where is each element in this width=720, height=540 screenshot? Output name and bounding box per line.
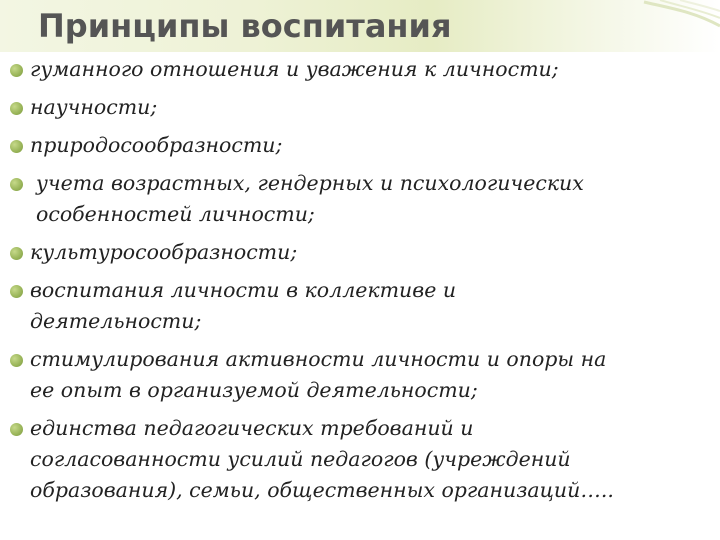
- list-item-text: [30, 130, 710, 161]
- list-item-line: ее опыт в организуемой деятельности;: [30, 378, 478, 402]
- bullet-icon: [10, 247, 23, 260]
- list-item-line: учета возрастных, гендерных и психологических: [36, 171, 584, 195]
- list-item-line: стимулирования активности личности и опоры на: [30, 347, 607, 371]
- list-item: [0, 413, 720, 506]
- list-item-line: природосообразности;: [30, 133, 283, 157]
- list-item-text: [30, 168, 716, 230]
- list-item: [0, 275, 720, 337]
- list-item-line: воспитания личности в коллективе и: [30, 278, 457, 302]
- list-item-line: гуманного отношения и уважения к личности;: [30, 57, 559, 81]
- list-item: [0, 92, 720, 123]
- list-item: [0, 344, 720, 406]
- list-item-line: единства педагогических требований и: [30, 416, 474, 440]
- bullet-icon: [10, 354, 23, 367]
- list-item-text: [30, 413, 710, 506]
- bullet-icon: [10, 285, 23, 298]
- list-item-line: образования), семьи, общественных организаций…..: [30, 478, 614, 502]
- list-item: [0, 54, 720, 85]
- bullet-icon: [10, 423, 23, 436]
- corner-ornament: [640, 0, 720, 40]
- list-item-line: культуросообразности;: [30, 240, 298, 264]
- bullet-icon: [10, 178, 23, 191]
- list-item-line: особенностей личности;: [36, 202, 315, 226]
- list-item-text: [30, 344, 710, 406]
- list-item: [0, 237, 720, 268]
- list-item-line: научности;: [30, 95, 158, 119]
- bullet-icon: [10, 140, 23, 153]
- principles-list: [0, 54, 720, 513]
- list-item-text: [30, 237, 710, 268]
- list-item-text: [30, 92, 710, 123]
- slide-title: Принципы воспитания: [38, 7, 452, 45]
- bullet-icon: [10, 102, 23, 115]
- list-item-line: деятельности;: [30, 309, 202, 333]
- list-item-text: [30, 275, 710, 337]
- list-item-text: [30, 54, 710, 85]
- list-item-line: согласованности усилий педагогов (учреждений: [30, 447, 571, 471]
- list-item: [0, 130, 720, 161]
- title-band: [0, 0, 720, 52]
- list-item: [0, 168, 720, 230]
- bullet-icon: [10, 64, 23, 77]
